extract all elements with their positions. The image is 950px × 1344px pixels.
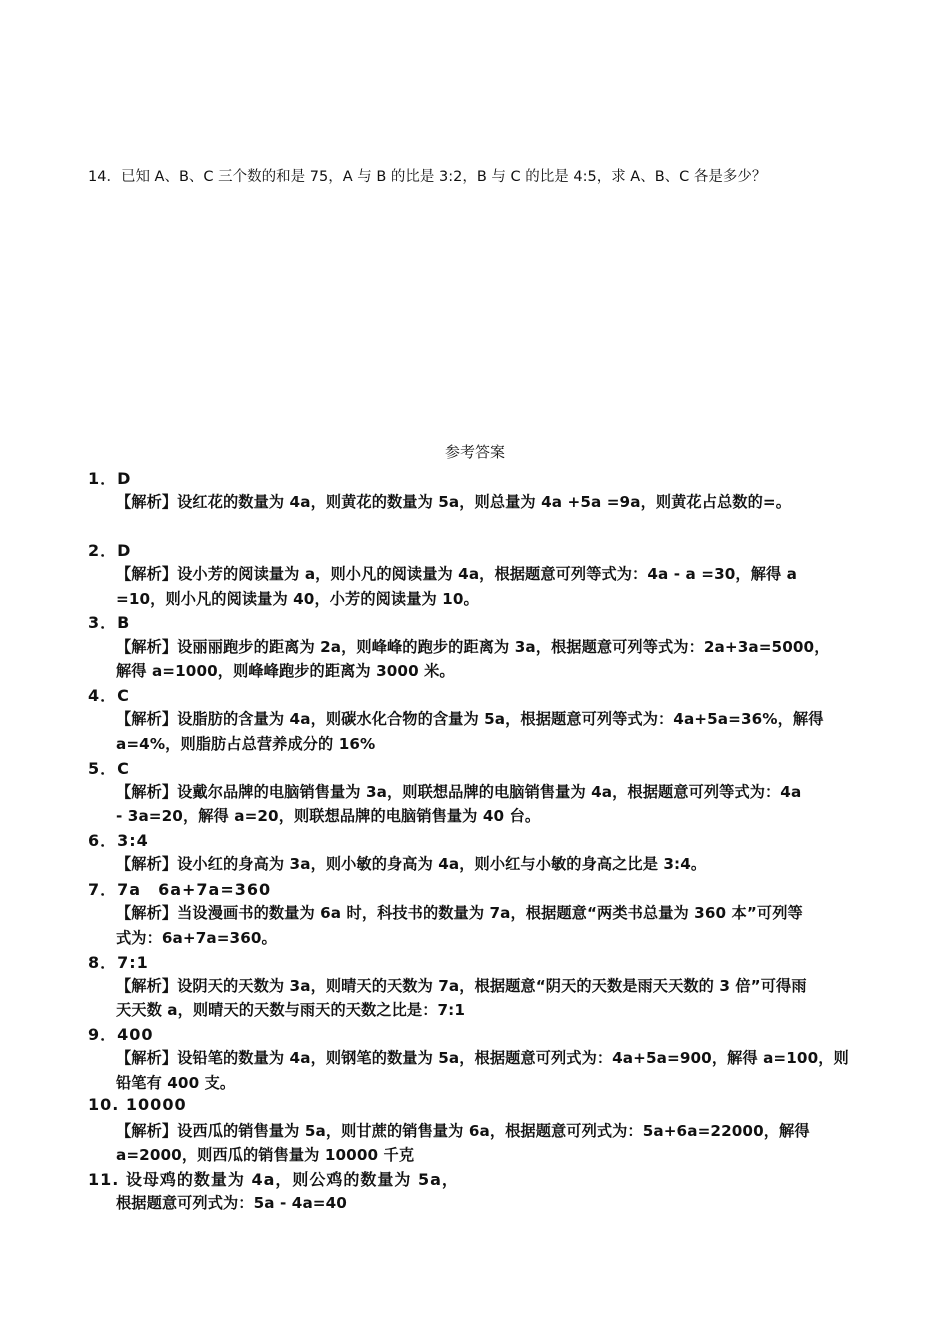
answer-explanation: 【解析】设丽丽跑步的距离为 2a，则峰峰的跑步的距离为 3a，根据题意可列等式为：2a+3a=5000， xyxy=(116,638,830,656)
answer-number: 2．D xyxy=(88,541,132,560)
answers-title: 参考答案 xyxy=(444,443,505,461)
answer-explanation: 铅笔有 400 支。 xyxy=(116,1074,236,1092)
answer-explanation: 根据题意可列式为：5a - 4a=40 xyxy=(116,1194,347,1212)
answer-number: 8．7:1 xyxy=(88,953,149,972)
answer-explanation: - 3a=20，解得 a=20，则联想品牌的电脑销售量为 40 台。 xyxy=(116,807,541,825)
answer-number: 11. 设母鸡的数量为 4a，则公鸡的数量为 5a， xyxy=(88,1170,459,1189)
answer-number: 3．B xyxy=(88,613,131,632)
answer-explanation: 【解析】设西瓜的销售量为 5a，则甘蔗的销售量为 6a，根据题意可列式为：5a+6a=22000，解得 xyxy=(116,1122,810,1140)
answer-number: 9．400 xyxy=(88,1025,154,1044)
answer-number: 7．7a 6a+7a=360 xyxy=(88,880,272,899)
answer-explanation: 天天数 a，则晴天的天数与雨天的天数之比是：7:1 xyxy=(116,1001,465,1019)
answer-explanation: a=4%，则脂肪占总营养成分的 16% xyxy=(116,735,376,753)
answer-explanation: 【解析】设阴天的天数为 3a，则晴天的天数为 7a，根据题意“阴天的天数是雨天天数的 3 倍”可得雨 xyxy=(116,977,807,995)
answer-explanation: a=2000，则西瓜的销售量为 10000 千克 xyxy=(116,1146,415,1164)
answer-explanation: 式为：6a+7a=360。 xyxy=(116,929,277,947)
question-14: 14．已知 A、B、C 三个数的和是 75，A 与 B 的比是 3:2，B 与 C 的比是 4:5，求 A、B、C 各是多少？ xyxy=(88,169,767,185)
answer-number: 6．3:4 xyxy=(88,831,149,850)
answer-explanation: 【解析】设脂肪的含量为 4a，则碳水化合物的含量为 5a，根据题意可列等式为：4a+5a=36%，解得 xyxy=(116,710,824,728)
answer-number: 4．C xyxy=(88,686,130,705)
answer-explanation: 【解析】设小芳的阅读量为 a，则小凡的阅读量为 4a，根据题意可列等式为：4a - a =30，解得 a xyxy=(116,565,798,583)
answer-explanation: 【解析】设红花的数量为 4a，则黄花的数量为 5a，则总量为 4a +5a =9a，则黄花占总数的=。 xyxy=(116,493,791,511)
answer-number: 10. 10000 xyxy=(88,1095,187,1114)
answer-explanation: 【解析】设戴尔品牌的电脑销售量为 3a，则联想品牌的电脑销售量为 4a，根据题意可列等式为：4a xyxy=(116,783,802,801)
answer-number: 5．C xyxy=(88,759,130,778)
answer-explanation: 【解析】设铅笔的数量为 4a，则钢笔的数量为 5a，根据题意可列式为：4a+5a=900，解得 a=100，则 xyxy=(116,1049,849,1067)
answer-explanation: 【解析】设小红的身高为 3a，则小敏的身高为 4a，则小红与小敏的身高之比是 3:4。 xyxy=(116,855,707,873)
answer-explanation: 【解析】当设漫画书的数量为 6a 时，科技书的数量为 7a，根据题意“两类书总量为 360 本”可列等 xyxy=(116,904,803,922)
answer-explanation: =10，则小凡的阅读量为 40，小芳的阅读量为 10。 xyxy=(116,590,479,608)
answer-explanation: 解得 a=1000，则峰峰跑步的距离为 3000 米。 xyxy=(116,662,455,680)
answer-number: 1．D xyxy=(88,469,132,488)
